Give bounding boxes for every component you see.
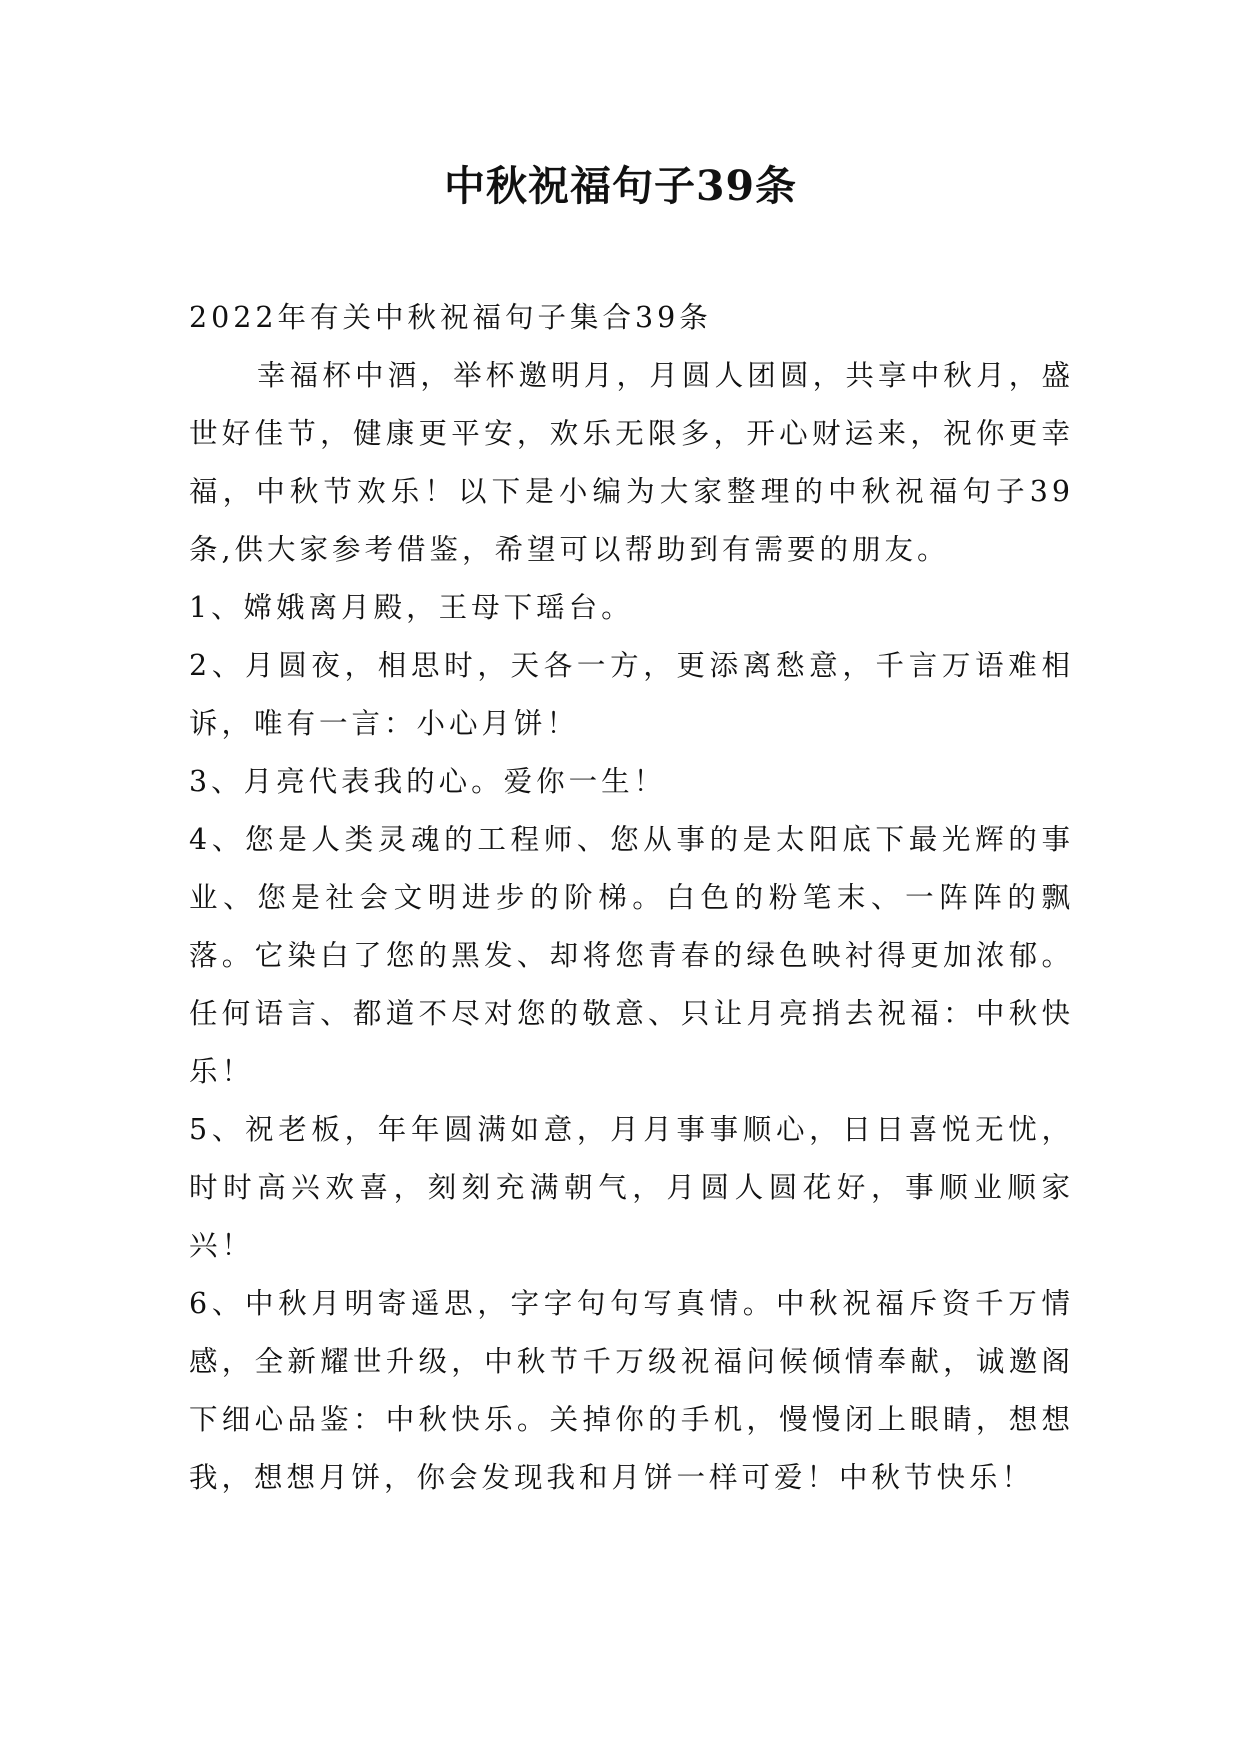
list-item: 6、中秋月明寄遥思，字字句句写真情。中秋祝福斥资千万情感，全新耀世升级，中秋节千万级祝福问候倾情奉献，诚邀阁下细心品鉴：中秋快乐。关掉你的手机，慢慢闭上眼睛，想想我，想想月饼，你会发现我和月饼一样可爱！中秋节快乐！ <box>189 1287 1074 1494</box>
document-title: 中秋祝福句子39条 <box>443 162 798 210</box>
document-subtitle: 2022年有关中秋祝福句子集合39条 <box>189 301 712 334</box>
list-item: 1、嫦娥离月殿，王母下瑶台。 <box>189 591 634 624</box>
list-item: 2、月圆夜，相思时，天各一方，更添离愁意，千言万语难相诉，唯有一言：小心月饼！ <box>189 649 1074 740</box>
list-item: 5、祝老板，年年圆满如意，月月事事顺心，日日喜悦无忧，时时高兴欢喜，刻刻充满朝气，月圆人圆花好，事顺业顺家兴！ <box>189 1113 1074 1262</box>
list-item: 4、您是人类灵魂的工程师、您从事的是太阳底下最光辉的事业、您是社会文明进步的阶梯。白色的粉笔末、一阵阵的飘落。它染白了您的黑发、却将您青春的绿色映衬得更加浓郁。任何语言、都道不尽对您的敬意、只让月亮捎去祝福：中秋快乐！ <box>189 823 1074 1088</box>
document-body <box>189 289 1074 1507</box>
list-item: 3、月亮代表我的心。爱你一生！ <box>189 765 667 798</box>
intro-paragraph: 幸福杯中酒，举杯邀明月，月圆人团圆，共享中秋月，盛世好佳节，健康更平安，欢乐无限多，开心财运来，祝你更幸福，中秋节欢乐！以下是小编为大家整理的中秋祝福句子39条,供大家参考借鉴，希望可以帮助到有需要的朋友。 <box>189 359 1074 566</box>
